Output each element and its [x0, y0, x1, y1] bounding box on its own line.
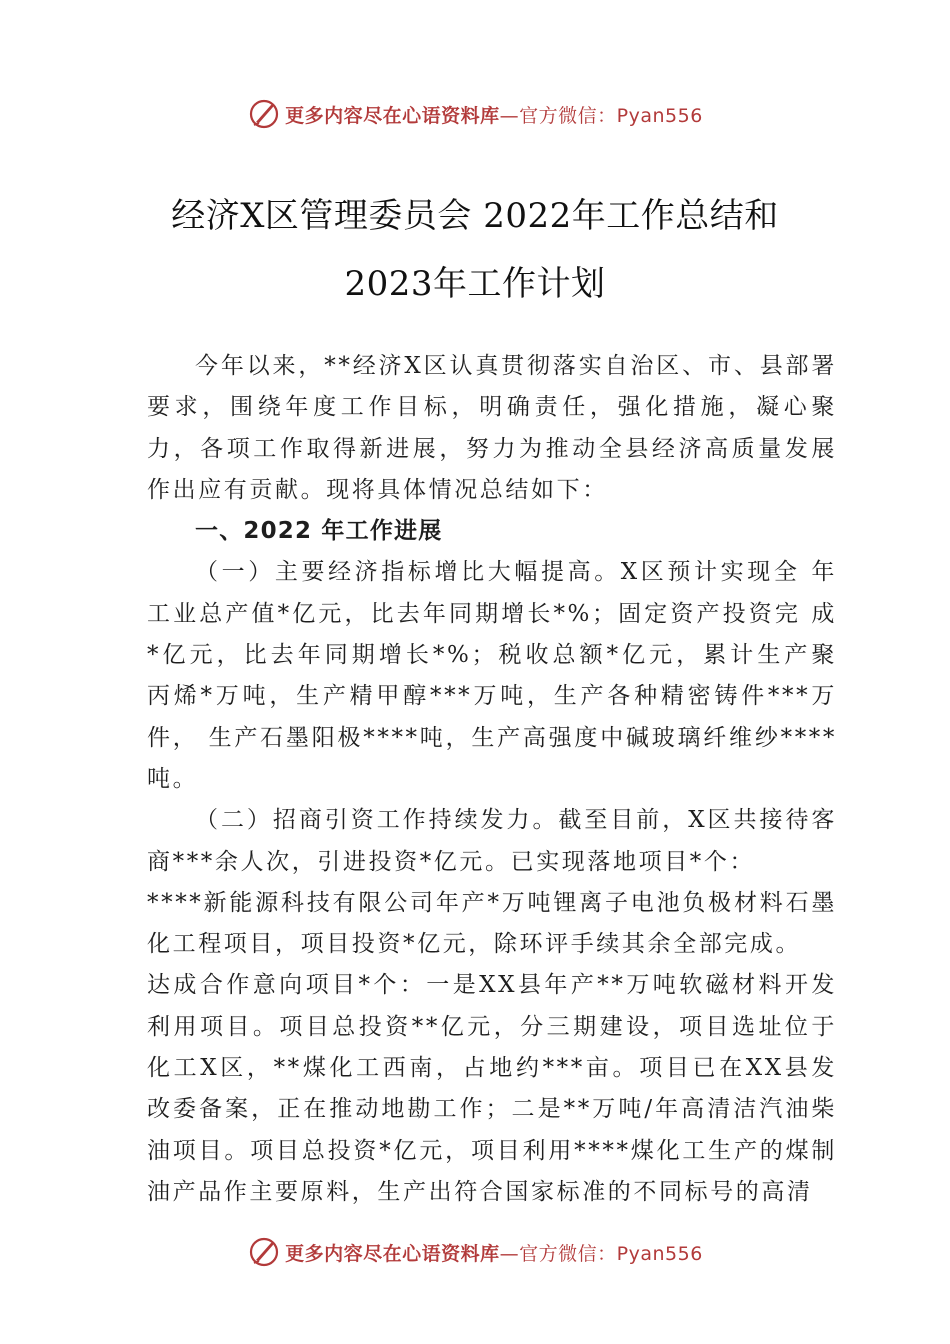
item-1-paragraph: （一）主要经济指标增比大幅提高。X区预计实现全 年工业总产值*亿元，比去年同期增长*%；固定资产投资完 成*亿元，比去年同期增长*%；税收总额*亿元，累计生产聚 丙烯*万吨，生产精甲醇***万吨，生产各种精密铸件***万件， 生产石墨阳极****吨，生产高强度中碱玻璃纤维纱****吨。 — [147, 559, 837, 792]
watermark-prefix: 更多内容尽在心语资料库 — [285, 104, 500, 127]
item-2-paragraph-part-3: 达成合作意向项目*个：一是XX县年产**万吨软磁材料开发利用项目。项目总投资**亿元，分三期建设，项目选址位于化工X区，**煤化工西南，占地约***亩。项目已在XX县发改委备案，正在推动地勘工作；二是**万吨/年高清洁汽油柴油项目。项目总投资*亿元，项目利用****煤化工生产的煤制油产品作主要原料，生产出符合国家标准的不同标号的高清 — [147, 972, 837, 1205]
header-watermark-banner — [0, 94, 950, 134]
document-title-line-1: 经济X区管理委员会 2022年工作总结和 — [171, 196, 779, 236]
quill-seal-logo-icon — [247, 97, 281, 131]
item-2-paragraph-part-2: ****新能源科技有限公司年产*万吨锂离子电池负极材料石墨化工程项目，项目投资*亿元，除环评手续其余全部完成。 — [147, 889, 837, 958]
item-2-paragraph-part-1: （二）招商引资工作持续发力。截至目前，X区共接待客商***余人次，引进投资*亿元。已实现落地项目*个： — [147, 807, 837, 875]
section-heading-1: 一、2022 年工作进展 — [195, 518, 443, 545]
watermark-dash: — — [499, 1242, 520, 1265]
watermark-suffix: 官方微信：Pyan556 — [519, 104, 703, 127]
watermark-suffix: 官方微信：Pyan556 — [519, 1242, 703, 1265]
watermark-prefix: 更多内容尽在心语资料库 — [285, 1242, 500, 1265]
intro-paragraph: 今年以来，**经济X区认真贯彻落实自治区、市、县部署要求，围绕年度工作目标，明确责任，强化措施，凝心聚力，各项工作取得新进展，努力为推动全县经济高质量发展作出应有贡献。现将具体情况总结如下： — [147, 353, 837, 503]
document-title-line-2: 2023年工作计划 — [344, 264, 606, 304]
quill-seal-logo-icon — [247, 1235, 281, 1269]
watermark-text — [285, 1239, 703, 1266]
watermark-dash: — — [499, 104, 520, 127]
footer-watermark-banner — [0, 1232, 950, 1272]
document-body — [147, 346, 837, 1213]
watermark-text — [285, 101, 703, 128]
